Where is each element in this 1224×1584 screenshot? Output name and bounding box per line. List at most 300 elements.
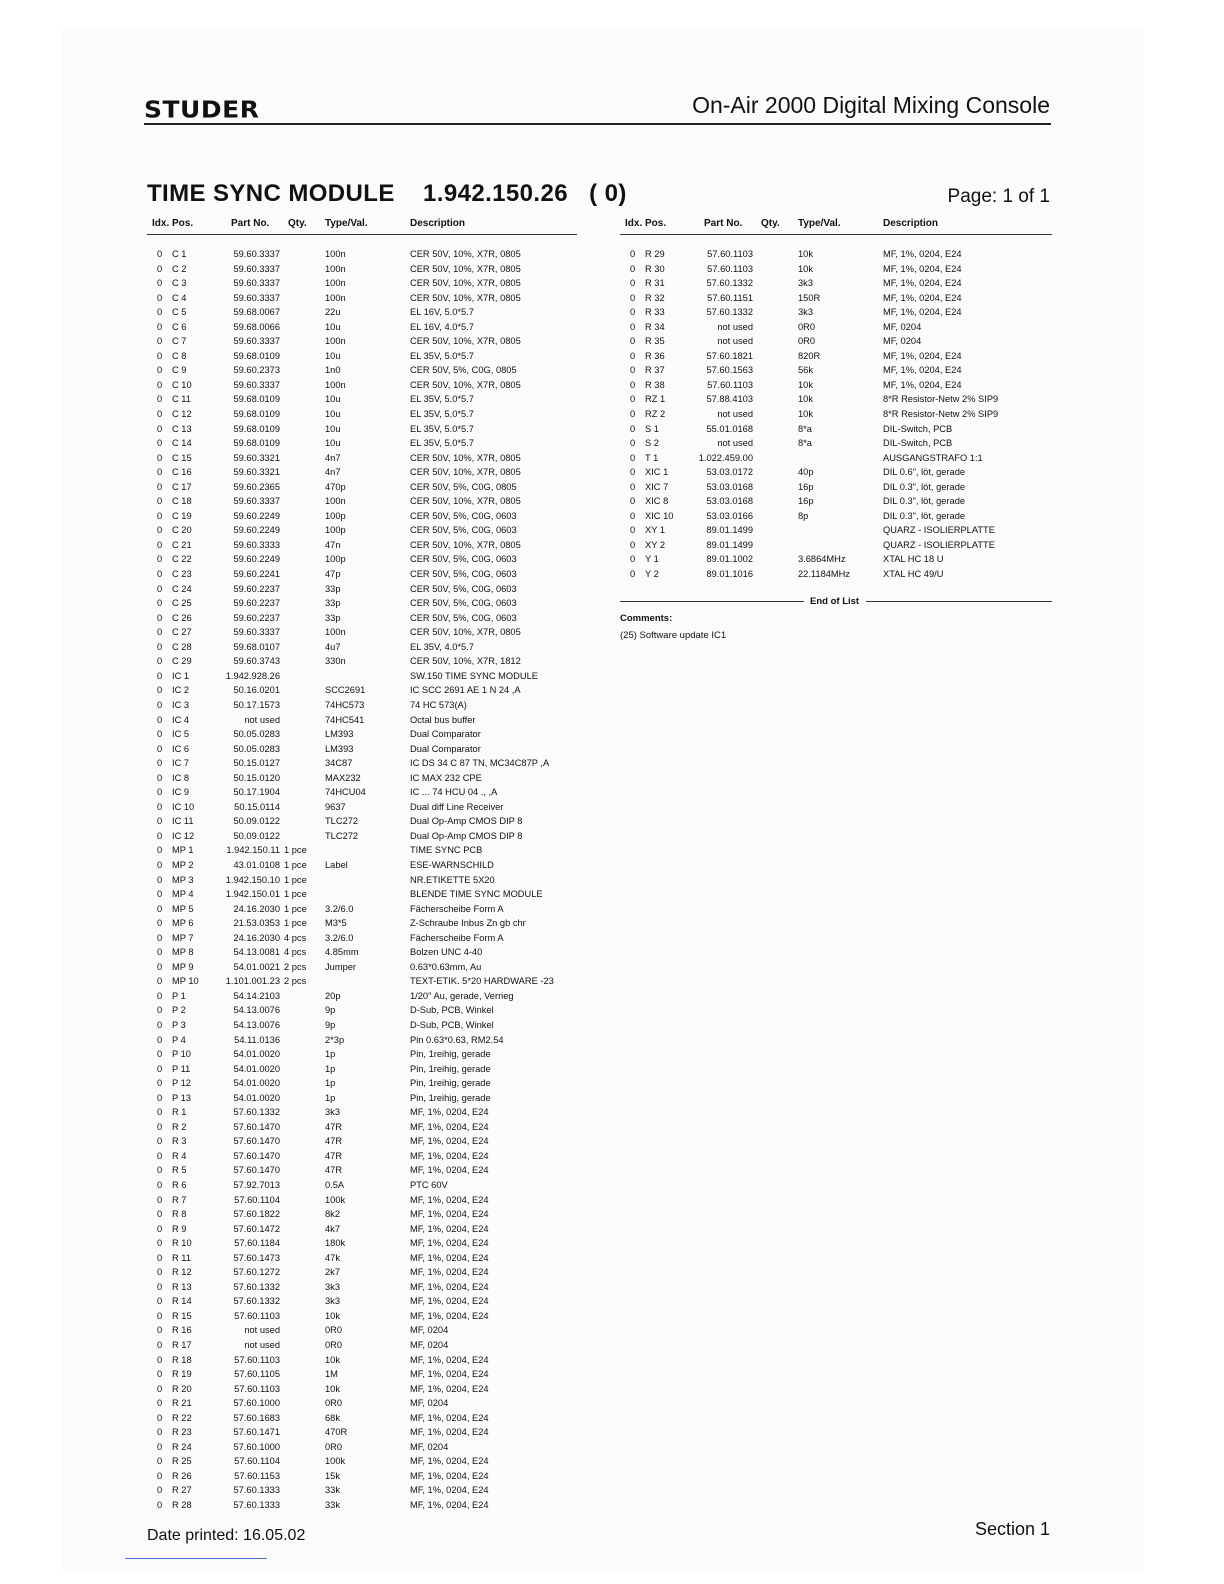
cell-pos: R 20	[172, 1383, 192, 1394]
cell-description: MF, 1%, 0204, E24	[410, 1485, 489, 1496]
cell-pos: P 1	[172, 990, 186, 1001]
cell-description: D-Sub, PCB, Winkel	[410, 1019, 494, 1030]
table-row	[147, 1163, 577, 1178]
cell-description: MF, 1%, 0204, E24	[410, 1150, 489, 1161]
cell-idx: 0	[157, 510, 163, 521]
cell-idx: 0	[157, 903, 163, 914]
cell-pos: C 9	[172, 365, 187, 376]
cell-type-val: 56k	[798, 365, 813, 376]
cell-part-no: 57.60.1103	[234, 1354, 280, 1365]
cell-idx: 0	[157, 801, 163, 812]
cell-type-val: 10k	[798, 249, 813, 259]
cell-part-no: 59.60.3333	[233, 539, 280, 550]
table-row	[147, 582, 577, 597]
header-qty: Qty.	[288, 218, 307, 229]
cell-type-val: 100p	[325, 554, 346, 565]
cell-description: Z-Schraube Inbus Zn gb chr	[410, 918, 526, 929]
cell-description: MF, 1%, 0204, E24	[883, 278, 962, 289]
table-row	[147, 640, 577, 655]
cell-pos: P 13	[172, 1092, 191, 1103]
cell-part-no: 59.68.0067	[233, 307, 280, 318]
cell-part-no: 54.11.0136	[234, 1034, 280, 1045]
cell-idx: 0	[630, 496, 636, 507]
cell-description: MF, 0204	[410, 1441, 449, 1452]
cell-pos: R 32	[645, 292, 665, 303]
cell-part-no: 53.03.0172	[706, 467, 753, 478]
table-row	[620, 422, 1052, 437]
header-pos: Pos.	[645, 218, 667, 229]
cell-part-no: 54.01.0020	[233, 1092, 280, 1103]
cell-idx: 0	[630, 263, 636, 274]
cell-pos: C 23	[172, 569, 192, 580]
cell-idx: 0	[630, 510, 636, 521]
cell-type-val: 8p	[798, 510, 809, 521]
cell-idx: 0	[630, 350, 636, 361]
cell-idx: 0	[630, 525, 636, 536]
table-row	[147, 742, 577, 757]
cell-idx: 0	[157, 859, 163, 870]
cell-type-val: 100n	[325, 278, 346, 289]
cell-type-val: 3k3	[798, 307, 813, 318]
cell-part-no: 57.60.1470	[233, 1136, 280, 1147]
cell-pos: R 26	[172, 1470, 192, 1481]
cell-pos: C 14	[172, 438, 192, 449]
cell-pos: R 6	[172, 1180, 187, 1190]
cell-idx: 0	[157, 1121, 163, 1132]
cell-part-no: 59.60.2373	[233, 365, 280, 376]
table-row	[147, 407, 577, 422]
cell-part-no: 54.01.0021	[233, 961, 280, 972]
cell-type-val: 33k	[325, 1500, 340, 1511]
table-row	[147, 1207, 577, 1222]
cell-pos: C 15	[172, 452, 192, 463]
cell-description: CER 50V, 10%, X7R, 0805	[410, 496, 521, 507]
cell-idx: 0	[157, 1019, 163, 1030]
cell-qty: 1 pce	[284, 845, 307, 856]
cell-idx: 0	[157, 467, 163, 478]
cell-type-val: 10k	[798, 379, 813, 390]
cell-idx: 0	[157, 1034, 163, 1045]
cell-description: DIL 0.3", löt, gerade	[883, 481, 966, 492]
cell-type-val: 10k	[325, 1310, 340, 1321]
cell-part-no: 59.60.3337	[233, 249, 280, 259]
cell-part-no: 59.60.3337	[233, 278, 280, 289]
table-row	[620, 378, 1052, 393]
cell-pos: XY 2	[645, 539, 665, 550]
cell-pos: R 2	[172, 1121, 187, 1132]
cell-part-no: 59.60.2249	[233, 525, 280, 536]
table-row	[147, 567, 577, 582]
cell-idx: 0	[157, 612, 163, 623]
cell-part-no: 1.022.459.00	[698, 452, 753, 463]
cell-idx: 0	[157, 1078, 163, 1089]
cell-description: Fächerscheibe Form A	[410, 932, 504, 943]
cell-type-val: 8k2	[325, 1209, 340, 1220]
cell-pos: C 22	[172, 554, 192, 565]
cell-pos: R 3	[172, 1136, 187, 1147]
cell-description: Pin, 1reihig, gerade	[410, 1063, 491, 1074]
cell-description: MF, 1%, 0204, E24	[410, 1470, 489, 1481]
cell-pos: RZ 2	[645, 409, 666, 420]
cell-type-val: 1p	[325, 1092, 336, 1103]
cell-idx: 0	[157, 350, 163, 361]
cell-idx: 0	[157, 554, 163, 565]
table-row	[620, 451, 1052, 466]
cell-type-val: 100n	[325, 263, 346, 274]
cell-idx: 0	[157, 1150, 163, 1161]
cell-type-val: SCC2691	[325, 685, 366, 696]
cell-description: CER 50V, 10%, X7R, 0805	[410, 278, 521, 289]
cell-pos: S 2	[645, 438, 659, 449]
cell-type-val: 68k	[325, 1412, 340, 1423]
section-label: Section 1	[974, 1519, 1050, 1539]
cell-part-no: 57.60.1683	[233, 1412, 280, 1423]
table-row	[147, 1411, 577, 1426]
cell-description: MF, 0204	[410, 1325, 449, 1336]
table-row	[147, 320, 577, 335]
cell-idx: 0	[630, 481, 636, 492]
cell-part-no: 89.01.1016	[706, 569, 753, 580]
cell-description: SW.150 TIME SYNC MODULE	[410, 670, 538, 681]
cell-type-val: 4n7	[325, 452, 341, 463]
cell-description: DIL 0.3", löt, gerade	[883, 496, 966, 507]
cell-idx: 0	[157, 772, 163, 783]
cell-type-val: 74HC541	[325, 714, 365, 725]
cell-pos: R 24	[172, 1441, 192, 1452]
cell-idx: 0	[630, 409, 636, 420]
cell-type-val: 47k	[325, 1252, 340, 1263]
cell-pos: C 27	[172, 627, 192, 638]
cell-pos: C 25	[172, 598, 192, 609]
cell-pos: R 19	[172, 1369, 192, 1380]
cell-type-val: M3*5	[325, 918, 347, 929]
cell-qty: 1 pce	[284, 918, 307, 929]
cell-part-no: 24.16.2030	[233, 903, 280, 914]
cell-idx: 0	[630, 569, 636, 580]
table-row	[147, 654, 577, 669]
cell-type-val: 47R	[325, 1165, 343, 1176]
cell-description: MF, 1%, 0204, E24	[410, 1252, 489, 1263]
cell-pos: C 24	[172, 583, 192, 594]
table-header	[147, 218, 577, 235]
cell-description: MF, 1%, 0204, E24	[410, 1121, 489, 1132]
table-row	[147, 1178, 577, 1193]
cell-description: MF, 0204	[410, 1398, 449, 1409]
cell-description: MF, 1%, 0204, E24	[410, 1427, 489, 1438]
cell-description: MF, 1%, 0204, E24	[410, 1194, 489, 1205]
cell-description: CER 50V, 10%, X7R, 0805	[410, 467, 521, 478]
cell-part-no: 50.15.0120	[233, 772, 280, 783]
cell-idx: 0	[630, 467, 636, 478]
cell-idx: 0	[157, 1485, 163, 1496]
cell-part-no: 59.68.0109	[233, 423, 280, 434]
table-row	[147, 1440, 577, 1455]
cell-type-val: 1p	[325, 1078, 336, 1089]
cell-part-no: 59.60.2249	[233, 554, 280, 565]
cell-pos: R 31	[645, 278, 665, 289]
cell-type-val: 47R	[325, 1136, 343, 1147]
table-row	[620, 480, 1052, 495]
cell-pos: R 9	[172, 1223, 187, 1234]
cell-description: MF, 1%, 0204, E24	[883, 307, 962, 318]
cell-idx: 0	[157, 307, 163, 318]
cell-part-no: 57.60.1471	[233, 1427, 280, 1438]
cell-description: EL 16V, 4.0*5.7	[410, 321, 474, 332]
cell-pos: IC 9	[172, 787, 190, 798]
cell-idx: 0	[157, 714, 163, 725]
cell-type-val: 8*a	[798, 438, 812, 449]
cell-pos: P 12	[172, 1078, 191, 1089]
cell-type-val: 10u	[325, 438, 341, 449]
cell-pos: IC 5	[172, 729, 190, 740]
cell-description: D-Sub, PCB, Winkel	[410, 1005, 494, 1016]
table-row	[147, 1134, 577, 1149]
table-row	[620, 552, 1052, 567]
cell-description: Pin, 1reihig, gerade	[410, 1078, 491, 1089]
cell-description: EL 35V, 5.0*5.7	[410, 409, 474, 420]
cell-idx: 0	[157, 598, 163, 609]
table-row	[620, 247, 1052, 262]
cell-idx: 0	[630, 554, 636, 565]
cell-pos: C 12	[172, 409, 192, 420]
cell-idx: 0	[157, 1252, 163, 1263]
cell-description: CER 50V, 5%, C0G, 0603	[410, 612, 517, 623]
cell-part-no: 57.60.1104	[234, 1194, 280, 1205]
cell-idx: 0	[157, 1383, 163, 1394]
cell-part-no: 59.60.3321	[233, 467, 280, 478]
cell-pos: MP 2	[172, 859, 194, 870]
cell-description: CER 50V, 5%, C0G, 0603	[410, 598, 517, 609]
cell-description: CER 50V, 10%, X7R, 1812	[410, 656, 521, 667]
cell-type-val: 1M	[325, 1369, 338, 1380]
cell-description: Pin, 1reihig, gerade	[410, 1092, 491, 1103]
table-row	[620, 407, 1052, 422]
cell-pos: C 2	[172, 263, 187, 274]
cell-idx: 0	[157, 787, 163, 798]
cell-part-no: not used	[244, 714, 280, 725]
cell-type-val: 3k3	[798, 278, 813, 289]
cell-idx: 0	[157, 845, 163, 856]
cell-type-val: 74HC573	[325, 699, 365, 710]
cell-idx: 0	[157, 1398, 163, 1409]
cell-description: MF, 1%, 0204, E24	[883, 379, 962, 390]
cell-idx: 0	[157, 1296, 163, 1307]
cell-pos: P 10	[172, 1049, 191, 1060]
cell-part-no: 57.60.1103	[234, 1310, 280, 1321]
cell-pos: IC 1	[172, 670, 190, 681]
cell-description: Pin 0.63*0.63, RM2.54	[410, 1034, 504, 1045]
cell-type-val: 47R	[325, 1150, 343, 1161]
cell-part-no: 50.15.0114	[234, 801, 280, 812]
cell-part-no: 59.60.2237	[233, 612, 280, 623]
cell-description: BLENDE TIME SYNC MODULE	[410, 889, 543, 900]
end-rule-right	[866, 601, 1052, 602]
cell-type-val: TLC272	[325, 816, 359, 827]
cell-idx: 0	[157, 1005, 163, 1016]
table-row	[620, 509, 1052, 524]
cell-description: MF, 1%, 0204, E24	[410, 1296, 489, 1307]
cell-type-val: 47n	[325, 539, 341, 550]
table-row	[147, 902, 577, 917]
cell-pos: R 23	[172, 1427, 192, 1438]
cell-part-no: 59.68.0066	[233, 321, 280, 332]
cell-idx: 0	[157, 263, 163, 274]
cell-idx: 0	[157, 627, 163, 638]
cell-idx: 0	[157, 569, 163, 580]
cell-part-no: 57.60.1103	[707, 249, 753, 259]
cell-part-no: 57.88.4103	[706, 394, 753, 405]
cell-pos: P 4	[172, 1034, 186, 1045]
cell-type-val: 20p	[325, 990, 341, 1001]
cell-idx: 0	[157, 438, 163, 449]
cell-pos: P 3	[172, 1019, 186, 1030]
cell-pos: R 29	[645, 249, 665, 259]
cell-description: QUARZ - ISOLIERPLATTE	[883, 539, 995, 550]
cell-idx: 0	[157, 1092, 163, 1103]
cell-description: EL 35V, 4.0*5.7	[410, 641, 474, 652]
cell-part-no: not used	[717, 409, 753, 420]
cell-part-no: 57.60.1332	[706, 278, 753, 289]
cell-part-no: 59.60.2365	[233, 481, 280, 492]
cell-pos: R 35	[645, 336, 665, 347]
cell-qty: 1 pce	[284, 874, 307, 885]
cell-idx: 0	[157, 947, 163, 958]
cell-idx: 0	[630, 307, 636, 318]
footer-link-underline	[125, 1558, 267, 1559]
cell-pos: XIC 8	[645, 496, 669, 507]
cell-description: QUARZ - ISOLIERPLATTE	[883, 525, 995, 536]
cell-part-no: 59.60.3337	[233, 496, 280, 507]
cell-description: 1/20" Au, gerade, Verrieg	[410, 990, 514, 1001]
cell-type-val: 100n	[325, 292, 346, 303]
table-row	[147, 1323, 577, 1338]
table-row	[620, 363, 1052, 378]
cell-idx: 0	[157, 1165, 163, 1176]
table-row	[147, 960, 577, 975]
cell-part-no: 57.60.1332	[706, 307, 753, 318]
cell-type-val: 0R0	[798, 336, 816, 347]
cell-description: IC SCC 2691 AE 1 N 24 ,A	[410, 685, 521, 696]
cell-idx: 0	[630, 292, 636, 303]
cell-pos: R 10	[172, 1238, 192, 1249]
cell-part-no: 59.68.0109	[233, 350, 280, 361]
cell-idx: 0	[157, 1049, 163, 1060]
cell-type-val: 15k	[325, 1470, 340, 1481]
table-row	[147, 843, 577, 858]
cell-part-no: 59.68.0109	[233, 438, 280, 449]
cell-description: EL 16V, 5.0*5.7	[410, 307, 474, 318]
cell-part-no: not used	[244, 1325, 280, 1336]
cell-idx: 0	[157, 1136, 163, 1147]
cell-part-no: 57.60.1821	[706, 350, 753, 361]
comment-text: (25) Software update IC1	[620, 630, 727, 641]
cell-type-val: 2*3p	[325, 1034, 345, 1045]
table-row	[147, 1193, 577, 1208]
cell-qty: 2 pcs	[284, 961, 307, 972]
cell-part-no: 57.60.1000	[233, 1441, 280, 1452]
comments-label: Comments:	[620, 613, 673, 624]
cell-type-val: 10u	[325, 423, 341, 434]
cell-type-val: 33p	[325, 612, 341, 623]
cell-idx: 0	[157, 452, 163, 463]
cell-part-no: 57.92.7013	[233, 1180, 280, 1190]
cell-part-no: 57.60.1184	[234, 1238, 280, 1249]
cell-pos: RZ 1	[645, 394, 666, 405]
cell-idx: 0	[157, 336, 163, 347]
module-title: TIME SYNC MODULE 1.942.150.26 ( 0)	[147, 180, 627, 207]
studer-logo: STUDER	[144, 96, 260, 123]
cell-idx: 0	[157, 1325, 163, 1336]
cell-description: MF, 1%, 0204, E24	[410, 1107, 489, 1118]
table-row	[147, 1003, 577, 1018]
cell-type-val: 2k7	[325, 1267, 340, 1278]
cell-type-val: 10k	[798, 409, 813, 420]
cell-pos: C 28	[172, 641, 192, 652]
cell-part-no: not used	[244, 1340, 280, 1351]
cell-type-val: 3k3	[325, 1107, 340, 1118]
cell-description: MF, 1%, 0204, E24	[883, 350, 962, 361]
cell-idx: 0	[157, 292, 163, 303]
cell-idx: 0	[157, 961, 163, 972]
table-row	[147, 378, 577, 393]
table-row	[147, 305, 577, 320]
table-row	[147, 727, 577, 742]
cell-pos: C 1	[172, 249, 187, 259]
cell-idx: 0	[157, 1500, 163, 1511]
table-row	[147, 1149, 577, 1164]
cell-pos: C 4	[172, 292, 187, 303]
cell-description: CER 50V, 10%, X7R, 0805	[410, 249, 521, 259]
table-row	[147, 713, 577, 728]
cell-pos: R 22	[172, 1412, 192, 1423]
cell-type-val: 100n	[325, 249, 346, 259]
table-row	[147, 1091, 577, 1106]
cell-description: CER 50V, 5%, C0G, 0603	[410, 583, 517, 594]
cell-part-no: 57.60.1563	[706, 365, 753, 376]
header-part-no: Part No.	[231, 218, 270, 229]
cell-pos: R 21	[172, 1398, 192, 1409]
cell-part-no: 57.60.1470	[233, 1121, 280, 1132]
cell-pos: R 7	[172, 1194, 187, 1205]
cell-pos: MP 8	[172, 947, 194, 958]
cell-pos: R 13	[172, 1281, 192, 1292]
cell-part-no: 89.01.1499	[706, 539, 753, 550]
table-row	[147, 1353, 577, 1368]
cell-idx: 0	[157, 699, 163, 710]
cell-description: CER 50V, 10%, X7R, 0805	[410, 379, 521, 390]
cell-idx: 0	[157, 525, 163, 536]
cell-idx: 0	[630, 379, 636, 390]
cell-type-val: 9637	[325, 801, 346, 812]
cell-part-no: 59.60.2237	[233, 598, 280, 609]
cell-type-val: 100p	[325, 510, 346, 521]
table-row	[620, 276, 1052, 291]
cell-pos: R 12	[172, 1267, 192, 1278]
cell-idx: 0	[157, 1209, 163, 1220]
cell-type-val: 16p	[798, 481, 814, 492]
cell-description: MF, 1%, 0204, E24	[410, 1165, 489, 1176]
cell-part-no: 43.01.0108	[233, 859, 280, 870]
table-row	[147, 1018, 577, 1033]
cell-idx: 0	[157, 1223, 163, 1234]
cell-type-val: 9p	[325, 1019, 336, 1030]
cell-type-val: 820R	[798, 350, 821, 361]
cell-pos: R 33	[645, 307, 665, 318]
cell-pos: IC 12	[172, 830, 195, 841]
cell-type-val: 100n	[325, 627, 346, 638]
cell-part-no: 59.60.2241	[233, 569, 280, 580]
cell-type-val: 470p	[325, 481, 346, 492]
